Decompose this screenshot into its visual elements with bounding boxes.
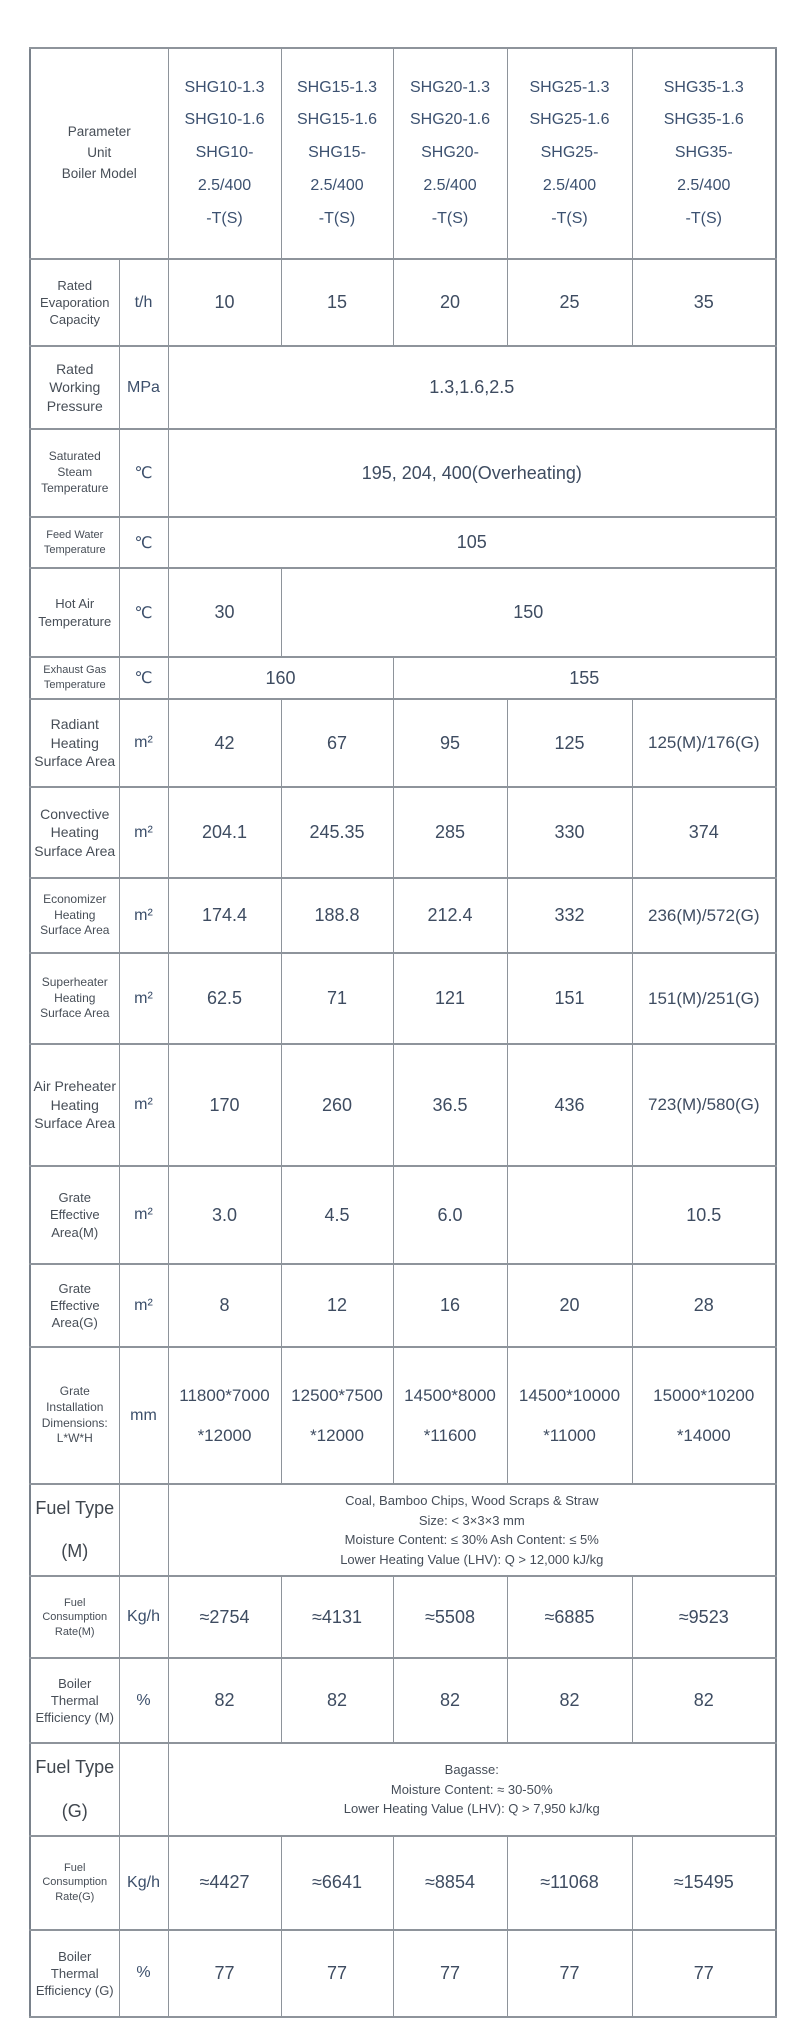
value-cell: 28: [632, 1264, 776, 1347]
model-column-header-shg10: SHG10-1.3 SHG10-1.6 SHG10- 2.5/400 -T(S): [168, 48, 281, 259]
value-cell: 6.0: [393, 1166, 507, 1264]
model-column-header-shg15: SHG15-1.3 SHG15-1.6 SHG15- 2.5/400 -T(S): [281, 48, 393, 259]
value-cell: ≈15495: [632, 1836, 776, 1930]
value-cell: 155: [393, 657, 776, 699]
value-cell: 170: [168, 1044, 281, 1166]
value-cell: 160: [168, 657, 393, 699]
table-row-fuel-type-m: [30, 1484, 776, 1576]
value-cell: 15: [281, 259, 393, 346]
table-row-fuel-type-g: [30, 1743, 776, 1835]
table-header: [30, 48, 776, 259]
param-label: Rated Working Pressure: [30, 346, 119, 429]
param-label: Grate Installation Dimensions: L*W*H: [30, 1347, 119, 1484]
value-cell: 77: [281, 1930, 393, 2017]
param-label: Economizer Heating Surface Area: [30, 878, 119, 953]
value-cell: 723(M)/580(G): [632, 1044, 776, 1166]
table-row-boiler-thermal-efficiency-g: [30, 1930, 776, 2017]
unit-cell: t/h: [119, 259, 168, 346]
table-row-saturated-steam-temperature: [30, 429, 776, 517]
value-cell: 12: [281, 1264, 393, 1347]
value-cell: 16: [393, 1264, 507, 1347]
value-cell: 67: [281, 699, 393, 787]
unit-cell: Kg/h: [119, 1576, 168, 1658]
table-row-air-preheater-heating-surface-area: [30, 1044, 776, 1166]
value-cell: 151(M)/251(G): [632, 953, 776, 1044]
param-label: Grate Effective Area(G): [30, 1264, 119, 1347]
unit-cell: m²: [119, 953, 168, 1044]
value-cell: 245.35: [281, 787, 393, 878]
value-cell: 151: [507, 953, 632, 1044]
value-cell: 105: [168, 517, 776, 568]
table-row-superheater-heating-surface-area: [30, 953, 776, 1044]
unit-cell: ℃: [119, 429, 168, 517]
value-cell: 260: [281, 1044, 393, 1166]
unit-cell: ℃: [119, 517, 168, 568]
value-cell: 30: [168, 568, 281, 657]
value-cell: 204.1: [168, 787, 281, 878]
value-cell: 10.5: [632, 1166, 776, 1264]
value-cell: 35: [632, 259, 776, 346]
value-cell: 10: [168, 259, 281, 346]
unit-cell: m²: [119, 787, 168, 878]
param-label: Fuel Consumption Rate(G): [30, 1836, 119, 1930]
value-cell: 25: [507, 259, 632, 346]
table-row-economizer-heating-surface-area: [30, 878, 776, 953]
value-cell: ≈4131: [281, 1576, 393, 1658]
value-cell: 436: [507, 1044, 632, 1166]
unit-cell: %: [119, 1930, 168, 2017]
param-label: Fuel Type (G): [30, 1743, 119, 1835]
value-cell: ≈8854: [393, 1836, 507, 1930]
table-row-feed-water-temperature: [30, 517, 776, 568]
table-row-grate-installation-dimensions: [30, 1347, 776, 1484]
value-cell: 11800*7000 *12000: [168, 1347, 281, 1484]
value-cell: 77: [393, 1930, 507, 2017]
value-cell: 285: [393, 787, 507, 878]
value-cell: 82: [168, 1658, 281, 1743]
unit-cell: m²: [119, 878, 168, 953]
value-cell: 82: [507, 1658, 632, 1743]
value-cell: 330: [507, 787, 632, 878]
table-row-convective-heating-surface-area: [30, 787, 776, 878]
value-cell: 212.4: [393, 878, 507, 953]
value-cell: 188.8: [281, 878, 393, 953]
value-cell: 12500*7500 *12000: [281, 1347, 393, 1484]
value-cell: 62.5: [168, 953, 281, 1044]
table-row-grate-effective-area-g: [30, 1264, 776, 1347]
param-label: Air Preheater Heating Surface Area: [30, 1044, 119, 1166]
model-column-header-shg35: SHG35-1.3 SHG35-1.6 SHG35- 2.5/400 -T(S): [632, 48, 776, 259]
value-cell: 174.4: [168, 878, 281, 953]
table-body: [30, 259, 776, 2017]
param-label: Feed Water Temperature: [30, 517, 119, 568]
value-cell: 77: [168, 1930, 281, 2017]
value-cell: 82: [632, 1658, 776, 1743]
value-cell: 8: [168, 1264, 281, 1347]
table-row-rated-evaporation-capacity: [30, 259, 776, 346]
value-cell: ≈6641: [281, 1836, 393, 1930]
param-label: Fuel Consumption Rate(M): [30, 1576, 119, 1658]
param-label: Grate Effective Area(M): [30, 1166, 119, 1264]
unit-cell: MPa: [119, 346, 168, 429]
value-cell: 4.5: [281, 1166, 393, 1264]
value-cell: 36.5: [393, 1044, 507, 1166]
table-row-fuel-consumption-rate-g: [30, 1836, 776, 1930]
value-cell: 332: [507, 878, 632, 953]
corner-line: Parameter: [67, 124, 131, 140]
unit-cell: m²: [119, 699, 168, 787]
unit-cell: ℃: [119, 657, 168, 699]
table-row-radiant-heating-surface-area: [30, 699, 776, 787]
value-cell: ≈11068: [507, 1836, 632, 1930]
value-cell: 121: [393, 953, 507, 1044]
value-cell: 77: [632, 1930, 776, 2017]
header-row: [30, 48, 776, 259]
corner-line: Unit: [87, 145, 112, 161]
param-label: Boiler Thermal Efficiency (G): [30, 1930, 119, 2017]
value-cell: 95: [393, 699, 507, 787]
value-cell: 15000*10200 *14000: [632, 1347, 776, 1484]
value-cell: 14500*10000 *11000: [507, 1347, 632, 1484]
value-cell: 3.0: [168, 1166, 281, 1264]
table-row-boiler-thermal-efficiency-m: [30, 1658, 776, 1743]
unit-cell: m²: [119, 1044, 168, 1166]
table-row-rated-working-pressure: [30, 346, 776, 429]
unit-cell: mm: [119, 1347, 168, 1484]
value-cell: Bagasse: Moisture Content: ≈ 30-50% Lower Heating Value (LHV): Q > 7,950 kJ/kg: [168, 1743, 776, 1835]
value-cell: Coal, Bamboo Chips, Wood Scraps & Straw Size: < 3×3×3 mm Moisture Content: ≤ 30% Ash Content: ≤ 5% Lower Heating Value (LHV): Q > 12,000 kJ/kg: [168, 1484, 776, 1576]
value-cell: 82: [393, 1658, 507, 1743]
param-label: Exhaust Gas Temperature: [30, 657, 119, 699]
corner-cell-parameter-unit-boiler-model: [30, 48, 168, 259]
value-cell: 374: [632, 787, 776, 878]
value-cell: [507, 1166, 632, 1264]
value-cell: 20: [507, 1264, 632, 1347]
unit-cell: [119, 1484, 168, 1576]
value-cell: 1.3,1.6,2.5: [168, 346, 776, 429]
param-label: Saturated Steam Temperature: [30, 429, 119, 517]
value-cell: 20: [393, 259, 507, 346]
unit-cell: m²: [119, 1166, 168, 1264]
table-row-fuel-consumption-rate-m: [30, 1576, 776, 1658]
param-label: Rated Evaporation Capacity: [30, 259, 119, 346]
param-label: Boiler Thermal Efficiency (M): [30, 1658, 119, 1743]
param-label: Hot Air Temperature: [30, 568, 119, 657]
value-cell: ≈6885: [507, 1576, 632, 1658]
value-cell: ≈5508: [393, 1576, 507, 1658]
value-cell: 195, 204, 400(Overheating): [168, 429, 776, 517]
value-cell: 125: [507, 699, 632, 787]
table-row-exhaust-gas-temperature: [30, 657, 776, 699]
param-label: Fuel Type (M): [30, 1484, 119, 1576]
value-cell: ≈9523: [632, 1576, 776, 1658]
boiler-spec-table: [29, 47, 777, 2018]
value-cell: 14500*8000 *11600: [393, 1347, 507, 1484]
value-cell: ≈4427: [168, 1836, 281, 1930]
model-column-header-shg25: SHG25-1.3 SHG25-1.6 SHG25- 2.5/400 -T(S): [507, 48, 632, 259]
unit-cell: %: [119, 1658, 168, 1743]
param-label: Superheater Heating Surface Area: [30, 953, 119, 1044]
value-cell: 236(M)/572(G): [632, 878, 776, 953]
value-cell: 77: [507, 1930, 632, 2017]
param-label: Radiant Heating Surface Area: [30, 699, 119, 787]
value-cell: 125(M)/176(G): [632, 699, 776, 787]
param-label: Convective Heating Surface Area: [30, 787, 119, 878]
table-row-grate-effective-area-m: [30, 1166, 776, 1264]
unit-cell: [119, 1743, 168, 1835]
unit-cell: m²: [119, 1264, 168, 1347]
value-cell: 150: [281, 568, 776, 657]
value-cell: ≈2754: [168, 1576, 281, 1658]
model-column-header-shg20: SHG20-1.3 SHG20-1.6 SHG20- 2.5/400 -T(S): [393, 48, 507, 259]
value-cell: 82: [281, 1658, 393, 1743]
corner-line: Boiler Model: [61, 165, 137, 181]
value-cell: 42: [168, 699, 281, 787]
unit-cell: Kg/h: [119, 1836, 168, 1930]
value-cell: 71: [281, 953, 393, 1044]
unit-cell: ℃: [119, 568, 168, 657]
table-row-hot-air-temperature: [30, 568, 776, 657]
